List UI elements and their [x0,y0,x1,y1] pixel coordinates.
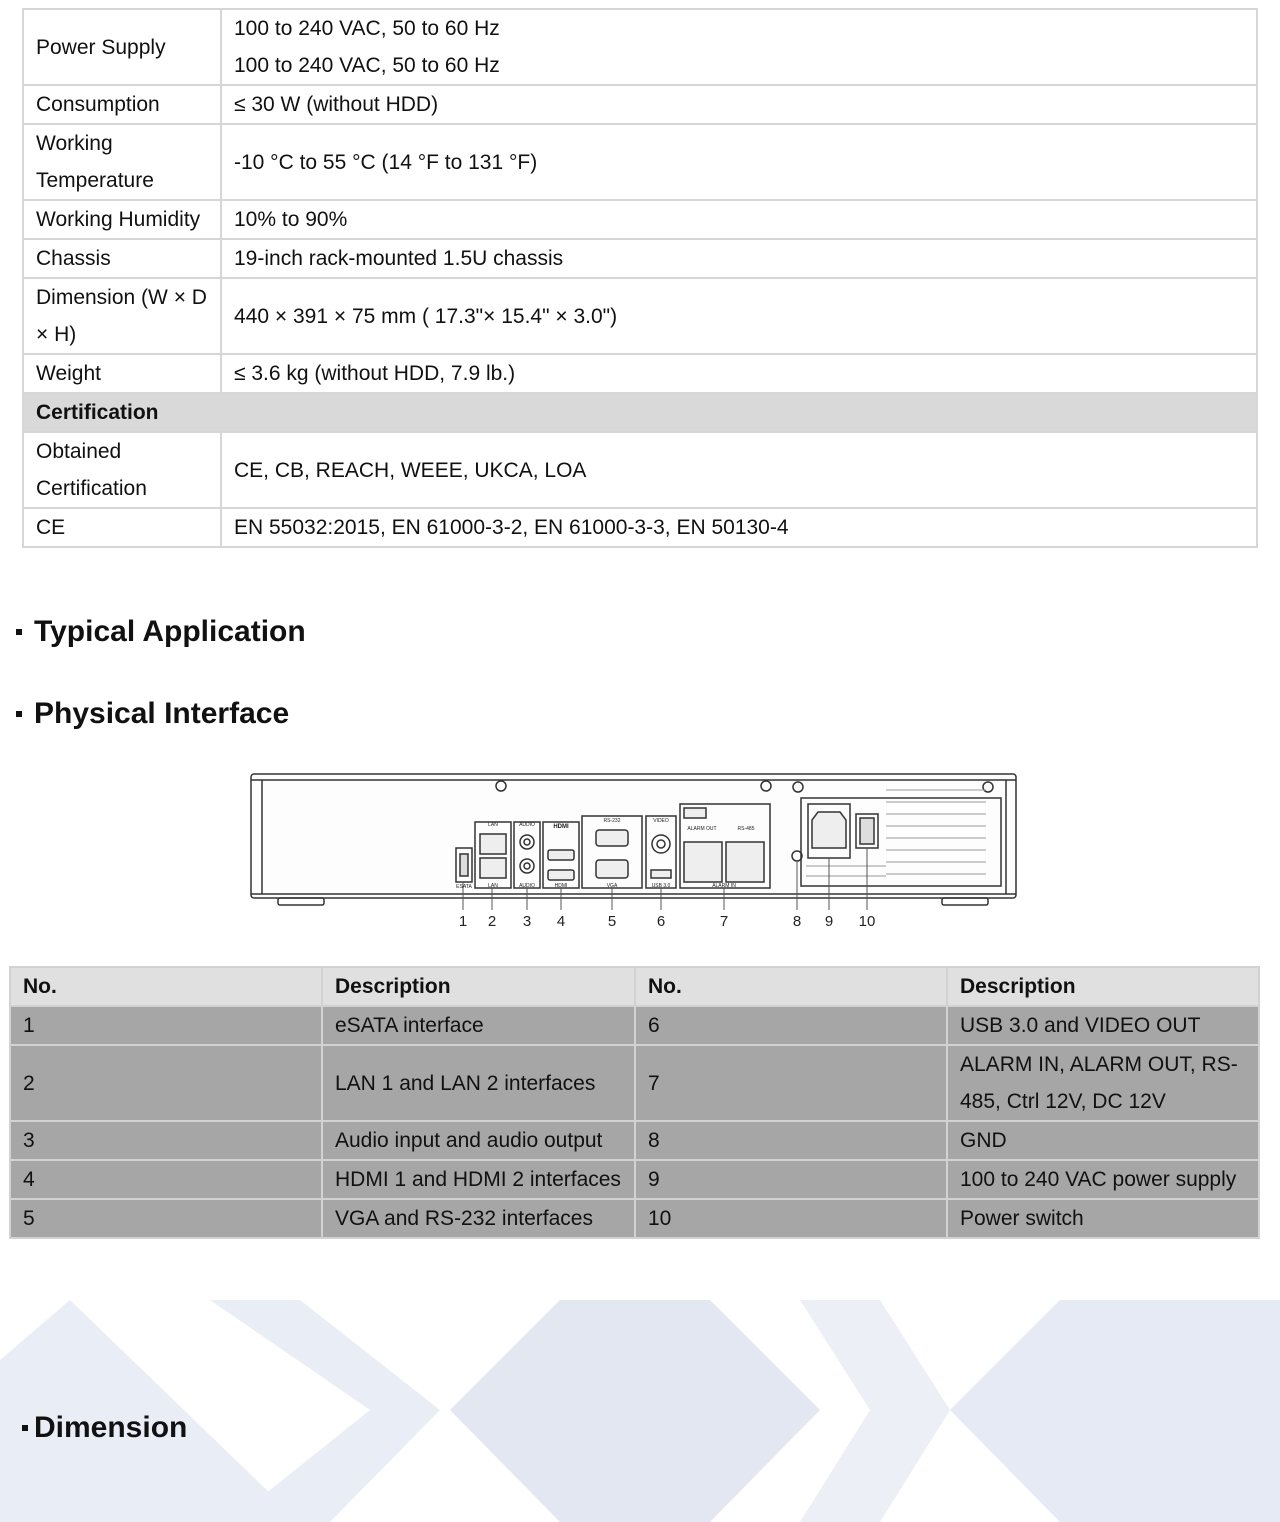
table-row [10,1160,1259,1199]
cell-no: 10 [635,1199,947,1238]
spec-value: 19-inch rack-mounted 1.5U chassis [221,239,1257,278]
heading-text: Typical Application [34,615,306,648]
callout-number: 3 [522,913,532,930]
port-label: HDMI [553,824,569,830]
spec-label: CE [23,508,221,547]
port-label: VIDEO [653,818,669,824]
callout-number: 7 [719,913,729,930]
spec-value-line: 100 to 240 VAC, 50 to 60 Hz [234,17,500,40]
spec-label: Obtained Certification [23,432,221,508]
cell-no: 9 [635,1160,947,1199]
cell-description: 100 to 240 VAC power supply [947,1160,1259,1199]
spec-label: Chassis [23,239,221,278]
heading-typical-application [16,612,306,652]
spec-value: CE, CB, REACH, WEEE, UKCA, LOA [221,432,1257,508]
port-label: LAN [488,822,498,828]
spec-label: Working Temperature [23,124,221,200]
column-header: Description [322,967,635,1006]
bullet-icon [22,1425,28,1431]
table-row [23,200,1257,239]
heading-dimension [22,1408,187,1448]
port-label: RS-232 [603,818,621,824]
bullet-icon [16,711,22,717]
cell-description: Audio input and audio output [322,1121,635,1160]
callout-number: 4 [556,913,566,930]
table-row [10,1121,1259,1160]
table-row [23,354,1257,393]
table-row [23,508,1257,547]
heading-text: Dimension [34,1411,188,1444]
port-label: LAN [488,883,498,889]
cell-description: LAN 1 and LAN 2 interfaces [322,1045,635,1121]
cell-no: 3 [10,1121,322,1160]
heading-text: Physical Interface [34,697,290,730]
background-chevrons [0,1300,1280,1522]
table-row [10,1006,1259,1045]
table-header-row [10,967,1259,1006]
port-label: USB 3.0 [651,883,671,889]
port-label: AUDIO [519,822,535,828]
callout-number: 8 [792,913,802,930]
callout-number: 9 [824,913,834,930]
spec-label: Dimension (W × D × H) [23,278,221,354]
spec-table [22,8,1258,548]
cell-description: eSATA interface [322,1006,635,1045]
spec-value: ≤ 3.6 kg (without HDD, 7.9 lb.) [221,354,1257,393]
cell-no: 2 [10,1045,322,1121]
spec-value: -10 °C to 55 °C (14 °F to 131 °F) [221,124,1257,200]
spec-value: 10% to 90% [221,200,1257,239]
spec-value: ≤ 30 W (without HDD) [221,85,1257,124]
cell-no: 7 [635,1045,947,1121]
spec-label: Consumption [23,85,221,124]
table-row [23,432,1257,508]
cell-description: VGA and RS-232 interfaces [322,1199,635,1238]
spec-value [221,9,1257,85]
heading-physical-interface [16,694,289,734]
cell-no: 4 [10,1160,322,1199]
rear-panel-figure [246,770,1022,934]
spec-label: Power Supply [23,9,221,85]
cell-no: 1 [10,1006,322,1045]
callout-number: 1 [458,913,468,930]
cell-no: 8 [635,1121,947,1160]
cell-description: HDMI 1 and HDMI 2 interfaces [322,1160,635,1199]
table-row [23,124,1257,200]
port-label: ALARM OUT [687,826,717,832]
port-label: ESATA [456,884,472,890]
cell-no: 5 [10,1199,322,1238]
section-title: Certification [23,393,1257,432]
callout-number: 6 [656,913,666,930]
port-label: RS-485 [737,826,755,832]
port-label: ALARM IN [712,883,736,889]
spec-label: Working Humidity [23,200,221,239]
spec-value-line: 100 to 240 VAC, 50 to 60 Hz [234,54,500,77]
table-row [23,9,1257,85]
spec-value: EN 55032:2015, EN 61000-3-2, EN 61000-3-3, EN 50130-4 [221,508,1257,547]
table-row [23,278,1257,354]
cell-no: 6 [635,1006,947,1045]
table-row [23,85,1257,124]
cell-description: ALARM IN, ALARM OUT, RS-485, Ctrl 12V, DC 12V [947,1045,1259,1121]
table-row [23,239,1257,278]
port-label: VGA [606,883,618,889]
column-header: No. [10,967,322,1006]
cell-description: Power switch [947,1199,1259,1238]
spec-value: 440 × 391 × 75 mm ( 17.3"× 15.4" × 3.0") [221,278,1257,354]
column-header: Description [947,967,1259,1006]
table-row [10,1045,1259,1121]
cell-description: GND [947,1121,1259,1160]
callout-number: 2 [487,913,497,930]
callout-number: 10 [858,913,876,930]
bullet-icon [16,629,22,635]
port-label: HDMI [554,883,568,889]
cell-description: USB 3.0 and VIDEO OUT [947,1006,1259,1045]
callout-number: 5 [607,913,617,930]
interface-table [9,966,1260,1239]
spec-label: Weight [23,354,221,393]
column-header: No. [635,967,947,1006]
table-row [10,1199,1259,1238]
section-row-certification [23,393,1257,432]
port-label: AUDIO [519,883,535,889]
